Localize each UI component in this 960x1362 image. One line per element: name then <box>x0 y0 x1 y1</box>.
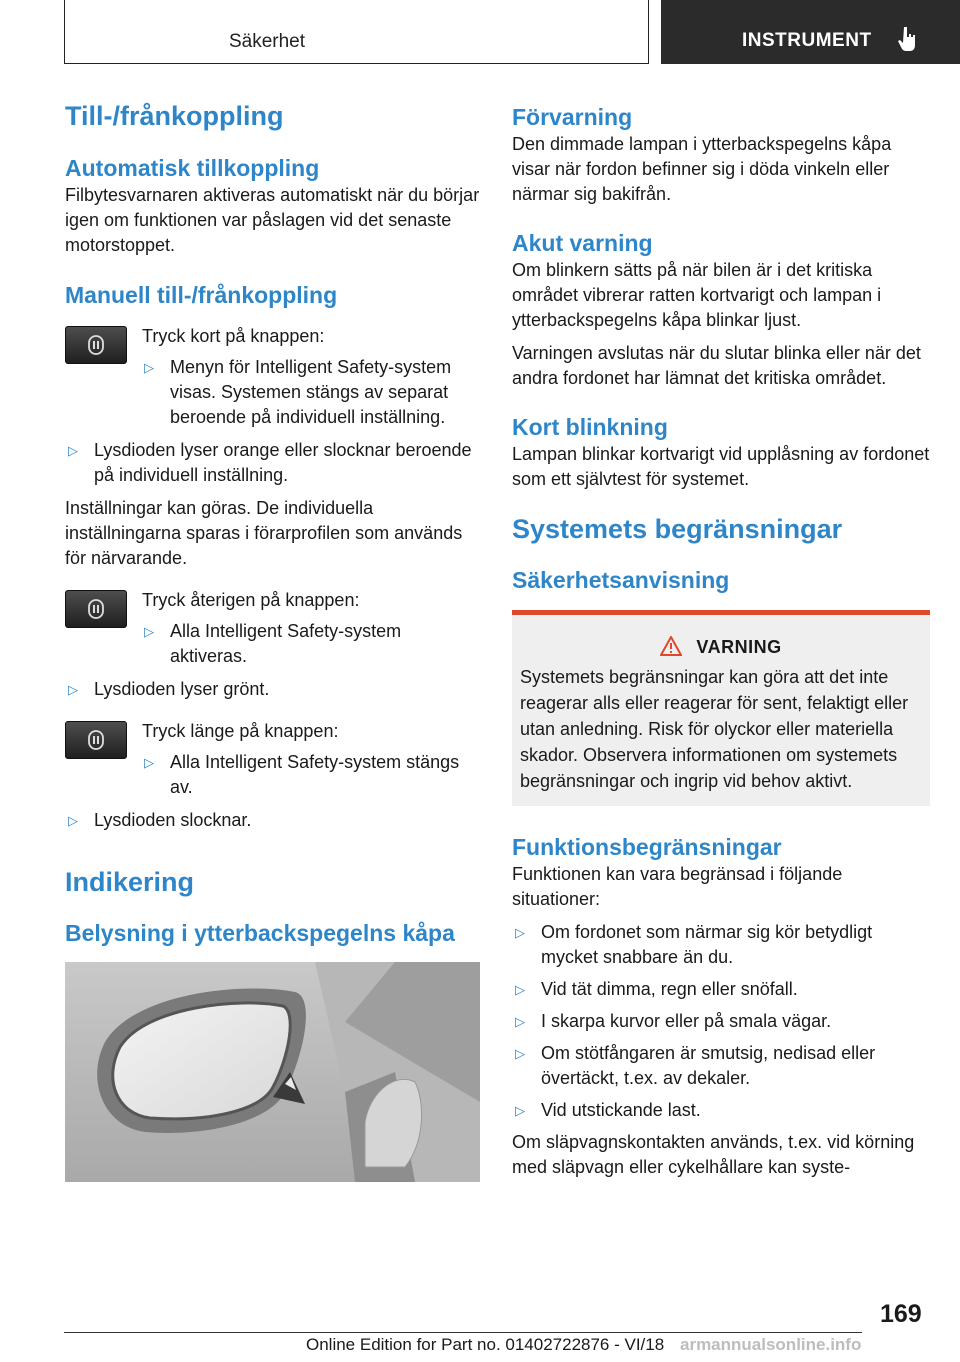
safety-button-image <box>65 326 127 364</box>
safety-button-icon <box>88 335 104 355</box>
footer-edition: Online Edition for Part no. 01402722876 - VI/18 <box>306 1335 665 1354</box>
bullet-triangle-icon: ▷ <box>515 1014 525 1029</box>
right-column <box>512 102 930 1180</box>
bullet-triangle-icon: ▷ <box>515 1046 525 1061</box>
heading-system-limits: Systemets begränsningar <box>512 514 843 544</box>
heading-function-limits: Funktionsbegränsningar <box>512 834 782 860</box>
header-section-title: Säkerhet <box>228 31 305 52</box>
heading-auto-activation: Automatisk tillkoppling <box>65 155 320 181</box>
list-item-text: Lysdioden lyser orange eller slocknar beroende på individuell inställning. <box>94 440 472 485</box>
heading-manual-toggle: Manuell till-/frånkoppling <box>65 282 338 308</box>
heading-acute-warning: Akut varning <box>512 230 653 256</box>
bullet-triangle-icon: ▷ <box>515 1103 525 1118</box>
heading-prewarning: Förvarning <box>512 104 633 130</box>
list-item-text: Om fordonet som närmar sig kör betydligt mycket snabbare än du. <box>541 922 873 967</box>
text-acute-warning: Om blinkern sätts på när bilen är i det kritiska området vibrerar ratten kortvarigt och lampan i ytterbackspegelns kåpa blinkar ljust. <box>512 260 882 330</box>
warning-title <box>520 635 922 660</box>
header-box <box>64 0 649 64</box>
text-settings: Inställningar kan göras. De individuella inställningarna sparas i förarprofilen som används för närvarande. <box>65 498 463 568</box>
list-item <box>141 750 480 800</box>
list-item-text: Om stötfångaren är smutsig, nedisad eller övertäckt, t.ex. av dekaler. <box>541 1043 876 1088</box>
list-item-text: Lysdioden lyser grönt. <box>94 679 270 699</box>
heading-short-flash: Kort blinkning <box>512 414 668 440</box>
warning-text: Systemets begränsningar kan göra att det inte reagerar alls eller reagerar för sent, felaktigt eller utan anledning. Risk för olyckor eller materiella skador. Observera informationen om systemets begränsningar och ingrip vid behov aktivt. <box>520 667 909 791</box>
heading-mirror-light: Belysning i ytterbackspegelns kåpa <box>65 920 455 946</box>
list-item-text: Alla Intelligent Safety-system aktiveras. <box>170 621 402 666</box>
pointing-hand-icon <box>897 26 917 57</box>
step-short-press-label: Tryck kort på knappen: <box>142 326 325 346</box>
header-chapter-tab <box>661 0 960 64</box>
safety-button-image <box>65 721 127 759</box>
list-item <box>512 1041 930 1091</box>
list-item <box>65 677 480 702</box>
list-item <box>512 1098 930 1123</box>
bullet-triangle-icon: ▷ <box>515 982 525 997</box>
section-title-toggle: Till-/frånkoppling <box>65 101 284 131</box>
step-long-press-label: Tryck länge på knappen: <box>142 721 339 741</box>
list-item-text: Vid utstickande last. <box>541 1100 701 1120</box>
list-item <box>512 977 930 1002</box>
bullet-triangle-icon: ▷ <box>68 682 78 697</box>
page-number: 169 <box>880 1300 922 1328</box>
side-mirror-illustration <box>65 962 480 1182</box>
list-item <box>512 920 930 970</box>
safety-button-icon <box>88 599 104 619</box>
footer-divider <box>64 1332 862 1333</box>
list-item <box>141 355 480 430</box>
step-long-press <box>65 719 480 800</box>
list-item-text: Alla Intelligent Safety-system stängs av. <box>170 752 460 797</box>
step-press-again-label: Tryck återigen på knappen: <box>142 590 360 610</box>
list-item-text: Vid tät dimma, regn eller snöfall. <box>541 979 798 999</box>
list-item <box>65 808 480 833</box>
list-item-text: I skarpa kurvor eller på smala vägar. <box>541 1011 832 1031</box>
heading-safety-notice: Säkerhetsanvisning <box>512 567 730 593</box>
warning-title-text: VARNING <box>696 637 782 657</box>
list-item-text: Menyn för Intelligent Safety-system visas. Systemen stängs av separat beroende på individuell inställning. <box>170 357 452 427</box>
text-short-flash: Lampan blinkar kortvarigt vid upplåsning av fordonet som ett självtest för systemet. <box>512 444 930 489</box>
function-limits-list <box>512 920 930 1123</box>
text-function-limits: Funktionen kan vara begränsad i följande situationer: <box>512 864 843 909</box>
bullet-triangle-icon: ▷ <box>68 443 78 458</box>
step-press-again <box>65 588 480 669</box>
step-short-press <box>65 324 480 430</box>
bullet-triangle-icon: ▷ <box>144 624 154 639</box>
text-prewarning: Den dimmade lampan i ytterbackspegelns kåpa visar när fordon befinner sig i döda vinkeln eller närmar sig bakifrån. <box>512 134 892 204</box>
footer-watermark: armannualsonline.info <box>680 1335 862 1354</box>
warning-box <box>512 610 930 806</box>
safety-button-icon <box>88 730 104 750</box>
list-item-text: Lysdioden slocknar. <box>94 810 252 830</box>
warning-triangle-icon <box>660 636 682 656</box>
text-auto-activation: Filbytesvarnaren aktiveras automatiskt när du börjar igen om funktionen var påslagen vid det senaste motorstoppet. <box>65 185 480 255</box>
safety-button-image <box>65 590 127 628</box>
bullet-triangle-icon: ▷ <box>68 813 78 828</box>
bullet-triangle-icon: ▷ <box>144 755 154 770</box>
bullet-triangle-icon: ▷ <box>144 360 154 375</box>
bullet-triangle-icon: ▷ <box>515 925 525 940</box>
heading-indication: Indikering <box>65 867 195 897</box>
text-trailer: Om släpvagnskontakten används, t.ex. vid körning med släpvagn eller cykelhållare kan syste- <box>512 1132 915 1177</box>
list-item <box>512 1009 930 1034</box>
text-acute-warning-end: Varningen avslutas när du slutar blinka eller när det andra fordonet har lämnat det kritiska området. <box>512 343 921 388</box>
header-chapter-label: INSTRUMENT <box>742 30 872 51</box>
left-column <box>65 100 480 1187</box>
list-item <box>141 619 480 669</box>
list-item <box>65 438 480 488</box>
